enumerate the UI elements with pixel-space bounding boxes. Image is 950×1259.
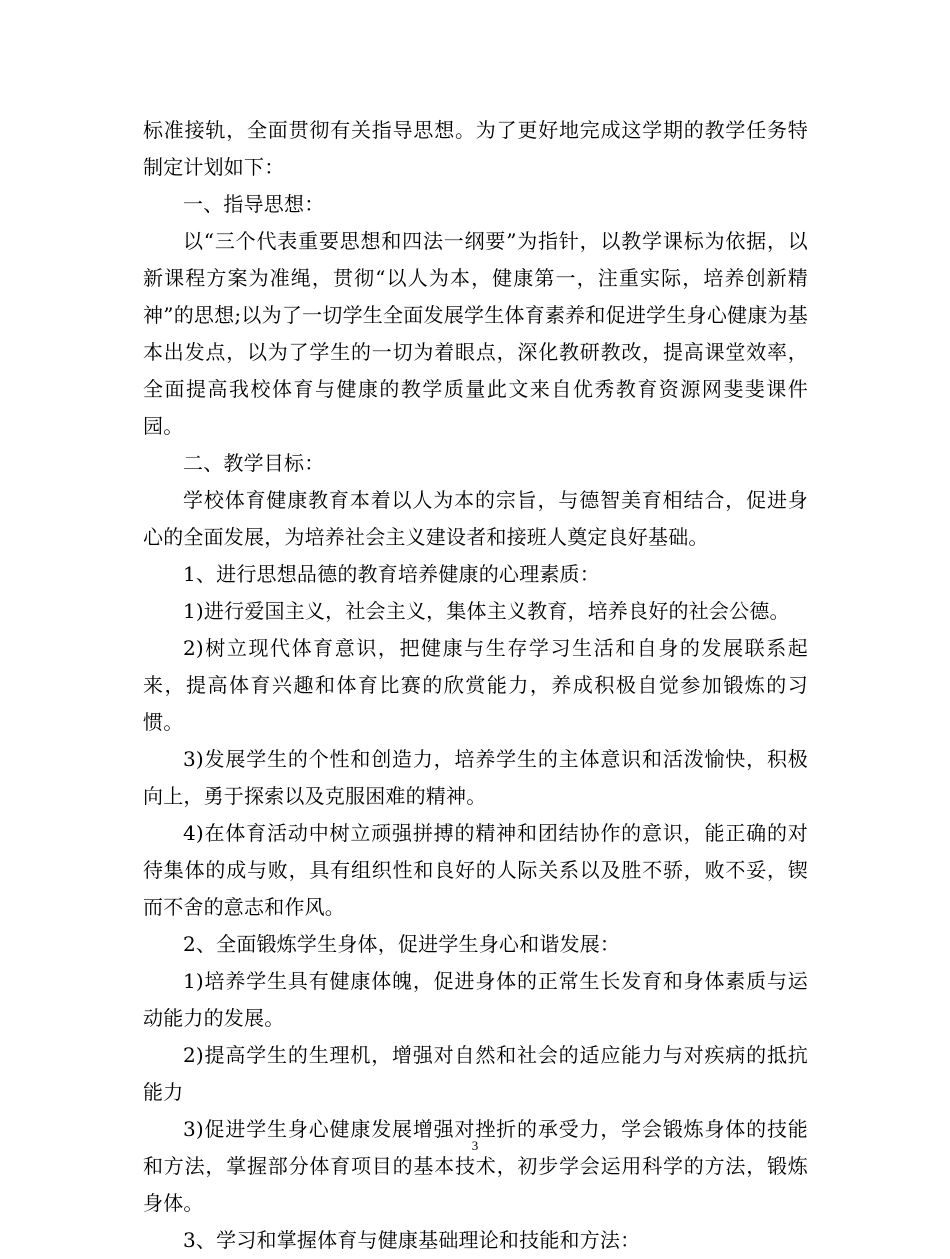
list-item-physical-3: 3)促进学生身心健康发展增强对挫折的承受力，学会锻炼身体的技能和方法，掌握部分体育项目的基本技术，初步学会运用科学的方法，锻炼身体。 [143, 1117, 808, 1215]
paragraph-teaching-goals: 学校体育健康教育本着以人为本的宗旨，与德智美育相结合，促进身心的全面发展，为培养社会主义建设者和接班人奠定良好基础。 [143, 488, 808, 549]
list-item-moral-4: 4)在体育活动中树立顽强拼搏的精神和团结协作的意识，能正确的对待集体的成与败，具有组织性和良好的人际关系以及胜不骄，败不妥，锲而不舍的意志和作风。 [143, 821, 808, 919]
heading-teaching-goals: 二、教学目标： [183, 451, 325, 475]
list-item-physical-1: 1)培养学生具有健康体魄，促进身体的正常生长发育和身体素质与运动能力的发展。 [143, 969, 808, 1030]
document-body [143, 112, 808, 1259]
paragraph-intro-continuation: 标准接轨，全面贯彻有关指导思想。为了更好地完成这学期的教学任务特制定计划如下： [143, 118, 808, 179]
list-item-moral-1: 1)进行爱国主义，社会主义，集体主义教育，培养良好的社会公德。 [183, 599, 790, 623]
subheading-theory-skills: 3、学习和掌握体育与健康基础理论和技能和方法： [183, 1228, 641, 1252]
paragraph-guiding-ideology: 以“三个代表重要思想和四法一纲要”为指针，以教学课标为依据，以新课程方案为准绳，贯彻“以人为本，健康第一，注重实际，培养创新精神”的思想;以为了一切学生全面发展学生体育素养和促进学生身心健康为基本出发点，以为了学生的一切为着眼点，深化教研教改，提高课堂效率，全面提高我校体育与健康的教学质量此文来自优秀教育资源网斐斐课件园。 [143, 229, 808, 438]
heading-guiding-ideology: 一、指导思想： [183, 192, 325, 216]
list-item-physical-2: 2)提高学生的生理机，增强对自然和社会的适应能力与对疾病的抵抗能力 [143, 1043, 808, 1104]
list-item-moral-2: 2)树立现代体育意识，把健康与生存学习生活和自身的发展联系起来，提高体育兴趣和体育比赛的欣赏能力，养成积极自觉参加锻炼的习惯。 [143, 636, 808, 734]
subheading-physical-training: 2、全面锻炼学生身体，促进学生身心和谐发展： [183, 932, 621, 956]
page-number: 3 [471, 1138, 479, 1153]
subheading-moral-education: 1、进行思想品德的教育培养健康的心理素质： [183, 562, 600, 586]
list-item-moral-3: 3)发展学生的个性和创造力，培养学生的主体意识和活泼愉快，积极向上，勇于探索以及克服困难的精神。 [143, 747, 808, 808]
